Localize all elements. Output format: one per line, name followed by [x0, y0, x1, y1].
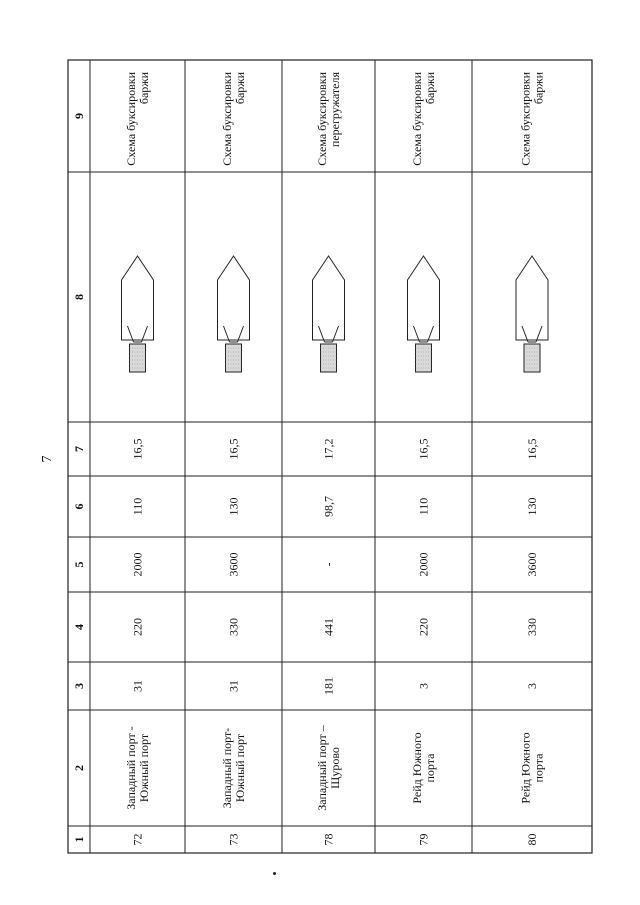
cell-route: Западный порт-: [220, 727, 234, 809]
cell-route: порта: [423, 753, 437, 783]
cell-col6: 130: [525, 497, 539, 516]
cell-number: 78: [321, 833, 336, 846]
cell-route: Южный порт: [233, 733, 247, 803]
cell-col3: 181: [321, 677, 336, 695]
cell-number: 73: [226, 833, 241, 846]
cell-col5: 3600: [525, 552, 539, 577]
barge-hull: [408, 256, 440, 340]
towing-scheme-drawing: [313, 256, 345, 372]
cell-route: Южный порт: [137, 733, 151, 803]
cell-route: Щурово: [328, 747, 342, 789]
towing-scheme-drawing: [122, 256, 154, 372]
barge-hull: [218, 256, 250, 340]
cell-route: порта: [531, 753, 546, 783]
barge-hull: [122, 256, 154, 340]
cell-col3: 3: [525, 683, 539, 689]
cell-col5: 3600: [226, 552, 241, 577]
cell-col5: 2000: [130, 552, 145, 577]
towing-scheme-drawing: [516, 256, 548, 372]
cell-col4: 441: [321, 618, 336, 636]
cell-col4: 220: [416, 618, 431, 636]
cell-route: Западный порт -: [124, 726, 138, 810]
cell-col3: 31: [130, 680, 145, 692]
cell-col6: 130: [226, 497, 241, 516]
cell-col7: 16,5: [525, 438, 539, 460]
cell-scheme: Схема буксировки: [124, 72, 138, 166]
column-number: 7: [72, 446, 86, 452]
cell-col3: 3: [416, 683, 431, 689]
cell-scheme: Схема буксировки: [220, 72, 234, 166]
cell-col7: 16,5: [416, 438, 431, 460]
cell-col6: 98,7: [321, 496, 336, 517]
cell-route: Рейд Южного: [518, 732, 533, 804]
column-number: 5: [72, 561, 86, 568]
cell-route: Западный порт –: [315, 725, 329, 811]
towing-scheme-drawing: [218, 256, 250, 372]
column-number: 9: [72, 113, 86, 119]
column-number: 4: [72, 624, 86, 630]
column-number: 2: [72, 765, 86, 771]
cell-col5: -: [321, 562, 336, 567]
cell-col4: 330: [226, 618, 241, 636]
cell-scheme: Схема буксировки: [315, 72, 329, 166]
cell-col5: 2000: [416, 552, 431, 577]
cell-scheme: перегружателя: [328, 72, 342, 148]
cell-col7: 17,2: [321, 438, 336, 460]
cell-col6: 110: [130, 497, 145, 516]
cell-col7: 16,5: [130, 438, 145, 460]
cell-number: 79: [416, 833, 431, 846]
cell-scheme: баржи: [233, 72, 247, 105]
cell-scheme: Схема буксировки: [518, 72, 533, 166]
page-number: 7: [40, 455, 55, 463]
cell-col4: 330: [525, 618, 539, 636]
barge-hull: [516, 256, 548, 340]
column-number: 6: [72, 503, 86, 510]
cell-col6: 110: [416, 497, 431, 516]
cell-scheme: Схема буксировки: [410, 72, 424, 166]
column-number: 3: [72, 683, 86, 689]
column-number: 1: [72, 836, 86, 843]
cell-col7: 16,5: [226, 438, 241, 460]
table-contents: [72, 71, 548, 845]
cell-number: 80: [525, 833, 539, 846]
cell-route: Рейд Южного: [410, 732, 424, 804]
cell-scheme: баржи: [137, 72, 151, 105]
cell-col4: 220: [130, 618, 145, 636]
barge-hull: [313, 256, 345, 340]
towing-scheme-drawing: [408, 256, 440, 372]
cell-scheme: баржи: [531, 72, 546, 105]
cell-scheme: баржи: [423, 72, 437, 105]
cell-col3: 31: [226, 680, 241, 692]
cell-number: 72: [130, 833, 145, 846]
column-number: 8: [72, 294, 86, 300]
